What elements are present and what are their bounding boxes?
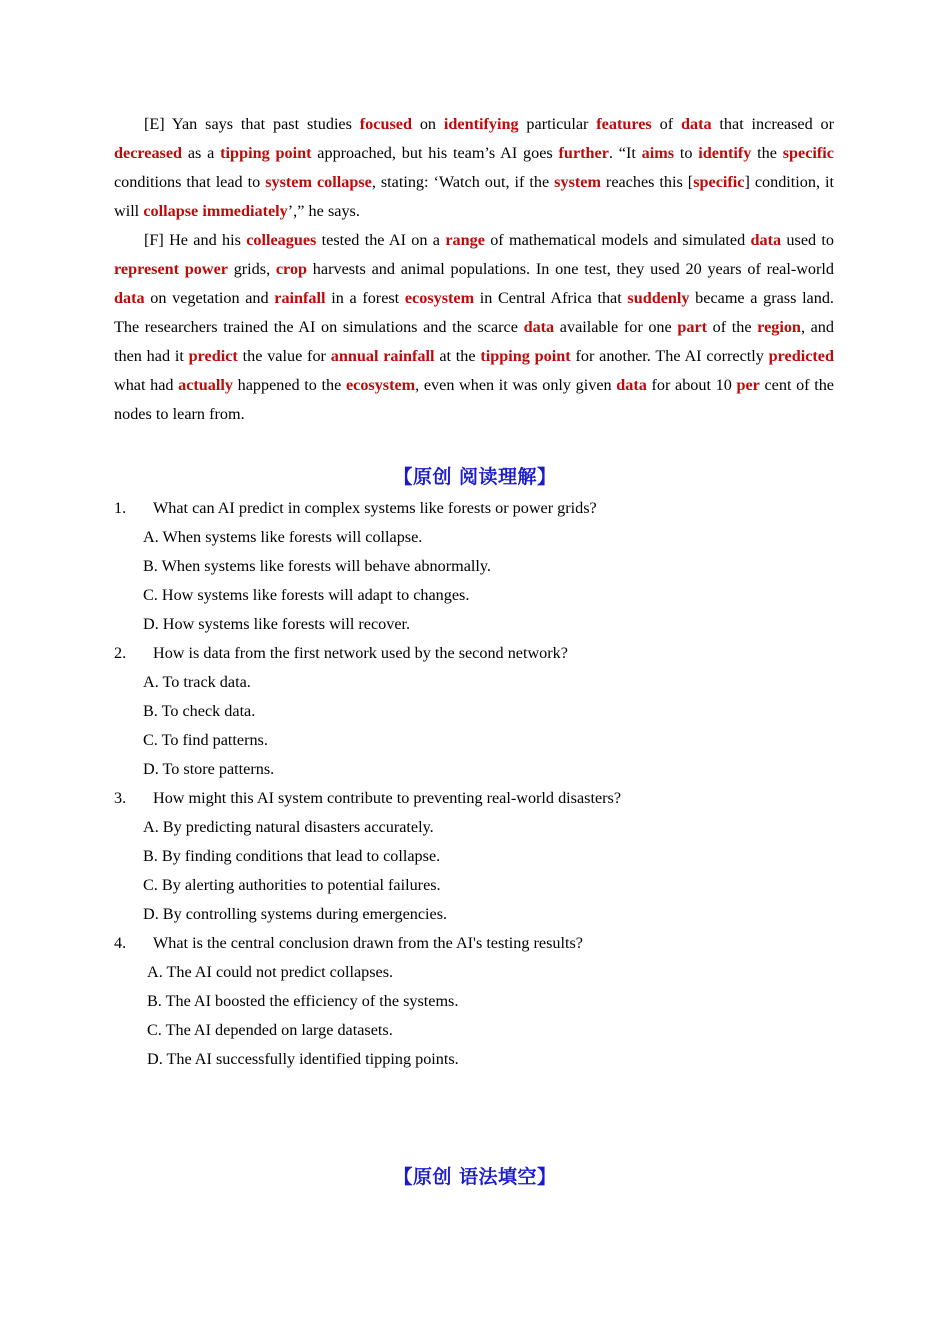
question-option[interactable]: D. The AI successfully identified tipping points. — [147, 1050, 459, 1068]
passage-text-run: became a grass land. The researchers trained the AI on simulations and the scarce — [114, 289, 834, 336]
passage-text-run: to — [674, 144, 699, 162]
passage-paragraph-f — [114, 226, 834, 429]
passage-text-run: ’,” he says. — [287, 202, 360, 220]
highlighted-term: actually — [178, 376, 233, 394]
question-option[interactable]: C. To find patterns. — [143, 731, 268, 749]
passage-text-run: , and then had it — [114, 318, 834, 365]
highlighted-term: colleagues — [246, 231, 317, 249]
highlighted-term: suddenly — [627, 289, 690, 307]
question-number: 4. — [114, 934, 127, 952]
passage-text-run: at the — [434, 347, 481, 365]
question-text: What is the central conclusion drawn from the AI's testing results? — [153, 934, 583, 952]
highlighted-term: features — [596, 115, 652, 133]
highlighted-term: part — [677, 318, 708, 336]
passage-text-run: conditions that lead to — [114, 173, 266, 191]
highlighted-term: collapse immediately — [143, 202, 288, 220]
highlighted-term: data — [523, 318, 555, 336]
reading-passage — [114, 110, 834, 429]
highlighted-term: system — [554, 173, 601, 191]
highlighted-term: annual rainfall — [330, 347, 435, 365]
passage-text-run: in a forest — [325, 289, 405, 307]
question-number: 2. — [114, 644, 127, 662]
question-item — [114, 784, 854, 929]
highlighted-term: data — [114, 289, 145, 307]
passage-text-run: for another. The AI correctly — [570, 347, 769, 365]
passage-text-run: , even when it was only given — [415, 376, 617, 394]
passage-text-run: ] condition, it will — [114, 173, 835, 220]
highlighted-term: per — [736, 376, 760, 394]
passage-text-run: [E] Yan says that past studies — [144, 115, 360, 133]
question-stem — [114, 494, 854, 523]
question-item — [114, 639, 854, 784]
highlighted-term: range — [445, 231, 485, 249]
question-text: How is data from the first network used by the second network? — [153, 644, 568, 662]
question-option[interactable]: B. To check data. — [143, 702, 256, 720]
question-option[interactable]: C. How systems like forests will adapt to changes. — [143, 586, 470, 604]
highlighted-term: region — [757, 318, 801, 336]
passage-text-run: grids, — [227, 260, 276, 278]
passage-text-run: [F] He and his — [144, 231, 247, 249]
highlighted-term: focused — [359, 115, 412, 133]
highlighted-term: specific — [782, 144, 834, 162]
passage-text-run: available for one — [554, 318, 678, 336]
passage-text-run: particular — [518, 115, 597, 133]
question-option[interactable]: C. The AI depended on large datasets. — [147, 1021, 393, 1039]
question-option[interactable]: D. By controlling systems during emergencies. — [143, 905, 448, 923]
section-heading-reading-comprehension: 【原创 阅读理解】 — [393, 466, 557, 488]
question-item — [114, 929, 854, 1074]
passage-text-run: tested the AI on a — [316, 231, 446, 249]
question-stem — [114, 784, 854, 813]
highlighted-term: data — [750, 231, 782, 249]
highlighted-term: identifying — [443, 115, 519, 133]
highlighted-term: data — [616, 376, 647, 394]
passage-text-run: happened to the — [232, 376, 346, 394]
passage-text-run: reaches this [ — [600, 173, 694, 191]
passage-text-run: the — [751, 144, 783, 162]
question-option[interactable]: A. By predicting natural disasters accurately. — [143, 818, 434, 836]
question-option[interactable]: B. When systems like forests will behave abnormally. — [143, 557, 491, 575]
highlighted-term: data — [680, 115, 712, 133]
question-item — [114, 494, 854, 639]
highlighted-term: aims — [641, 144, 675, 162]
question-number: 1. — [114, 499, 127, 517]
passage-text-run: in Central Africa that — [474, 289, 628, 307]
highlighted-term: further — [558, 144, 609, 162]
question-option[interactable]: A. When systems like forests will collapse. — [143, 528, 423, 546]
question-number: 3. — [114, 789, 127, 807]
highlighted-term: predict — [188, 347, 238, 365]
highlighted-term: decreased — [114, 144, 183, 162]
passage-text-run: on — [411, 115, 444, 133]
passage-text-run: the value for — [237, 347, 331, 365]
question-option[interactable]: B. The AI boosted the efficiency of the systems. — [147, 992, 459, 1010]
passage-text-run: of mathematical models and simulated — [484, 231, 751, 249]
highlighted-term: tipping point — [220, 144, 312, 162]
highlighted-term: rainfall — [274, 289, 326, 307]
passage-text-run: used to — [781, 231, 834, 249]
passage-text-run: harvests and animal populations. In one test, they used 20 years of real-world — [307, 260, 835, 278]
passage-text-run: of — [651, 115, 681, 133]
question-option[interactable]: A. The AI could not predict collapses. — [147, 963, 394, 981]
question-option[interactable]: D. To store patterns. — [143, 760, 275, 778]
highlighted-term: specific — [693, 173, 745, 191]
highlighted-term: ecosystem — [404, 289, 475, 307]
question-list — [114, 494, 854, 1074]
question-stem — [114, 929, 854, 958]
highlighted-term: tipping point — [480, 347, 571, 365]
question-option[interactable]: A. To track data. — [143, 673, 251, 691]
passage-text-run: on vegetation and — [144, 289, 275, 307]
section-heading-grammar-fill-in-the-blank: 【原创 语法填空】 — [393, 1166, 557, 1188]
question-option[interactable]: D. How systems like forests will recover. — [143, 615, 411, 633]
passage-text-run: as a — [182, 144, 221, 162]
passage-text-run: for about 10 — [646, 376, 737, 394]
highlighted-term: ecosystem — [345, 376, 416, 394]
passage-text-run: cent of the nodes to learn from. — [114, 376, 834, 423]
passage-text-run: that increased or — [711, 115, 835, 133]
question-option[interactable]: C. By alerting authorities to potential failures. — [143, 876, 441, 894]
highlighted-term: identify — [698, 144, 752, 162]
question-text: How might this AI system contribute to preventing real-world disasters? — [153, 789, 621, 807]
passage-text-run: , stating: ‘Watch out, if the — [371, 173, 555, 191]
highlighted-term: system collapse — [265, 173, 372, 191]
question-text: What can AI predict in complex systems like forests or power grids? — [153, 499, 597, 517]
passage-paragraph-e — [114, 110, 834, 226]
question-stem — [114, 639, 854, 668]
highlighted-term: represent power — [114, 260, 228, 278]
question-option[interactable]: B. By finding conditions that lead to collapse. — [143, 847, 441, 865]
passage-text-run: approached, but his team’s AI goes — [311, 144, 559, 162]
highlighted-term: predicted — [768, 347, 834, 365]
passage-text-run: of the — [707, 318, 758, 336]
highlighted-term: crop — [275, 260, 308, 278]
passage-text-run: what had — [114, 376, 179, 394]
passage-text-run: . “It — [608, 144, 642, 162]
